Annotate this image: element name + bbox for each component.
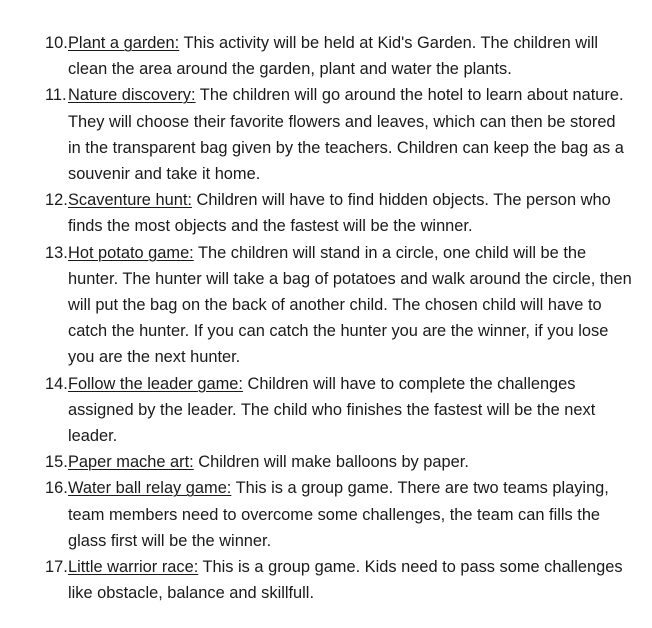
list-item (0, 30, 652, 82)
list-item (0, 82, 652, 187)
list-item (0, 554, 652, 606)
item-term: Scaventure hunt: (68, 191, 192, 210)
item-description: The children will stand in a circle, one child will be the hunter. The hunter will take a bag of potatoes and walk around the circle, then will put the bag on the back of another child. The chosen child will have to catch the hunter. If you can catch the hunter you are the winner, if you lose you are the next hunter. (68, 243, 632, 367)
item-number: 16. (45, 479, 68, 498)
list-item (0, 240, 652, 371)
activity-list (0, 30, 652, 606)
item-number: 13. (45, 243, 68, 262)
item-description: The children will go around the hotel to learn about nature. They will choose their favorite flowers and leaves, which can then be stored in the transparent bag given by the teachers. Children can keep the bag as a souvenir and take it home. (68, 86, 624, 184)
item-number: 10. (45, 34, 68, 52)
item-number: 14. (45, 374, 68, 393)
item-description: Children will have to find hidden objects. The person who finds the most objects and the fastest will be the winner. (68, 191, 611, 236)
item-number: 12. (45, 191, 68, 210)
list-item (0, 371, 652, 450)
list-item (0, 475, 652, 554)
item-term: Little warrior race: (68, 558, 199, 577)
item-term: Water ball relay game: (68, 479, 232, 498)
item-term: Nature discovery: (68, 86, 196, 105)
item-description: Children will make balloons by paper. (193, 453, 469, 472)
list-item (0, 449, 652, 475)
item-number: 15. (45, 453, 68, 472)
item-description: Children will have to complete the challenges assigned by the leader. The child who finishes the fastest will be the next leader. (68, 374, 596, 446)
list-item (0, 187, 652, 239)
item-description: This activity will be held at Kid's Garden. The children will clean the area around the garden, plant and water the plants. (68, 34, 599, 79)
item-number: 11. (45, 86, 67, 105)
item-number: 17. (45, 558, 68, 577)
item-term: Hot potato game: (68, 243, 194, 262)
item-term: Follow the leader game: (68, 374, 243, 393)
item-term: Paper mache art: (68, 453, 194, 472)
item-description: This is a group game. Kids need to pass some challenges like obstacle, balance and skillfull. (68, 558, 623, 603)
item-term: Plant a garden: (68, 34, 180, 52)
item-description: This is a group game. There are two teams playing, team members need to overcome some challenges, the team can fills the glass first will be the winner. (68, 479, 609, 550)
